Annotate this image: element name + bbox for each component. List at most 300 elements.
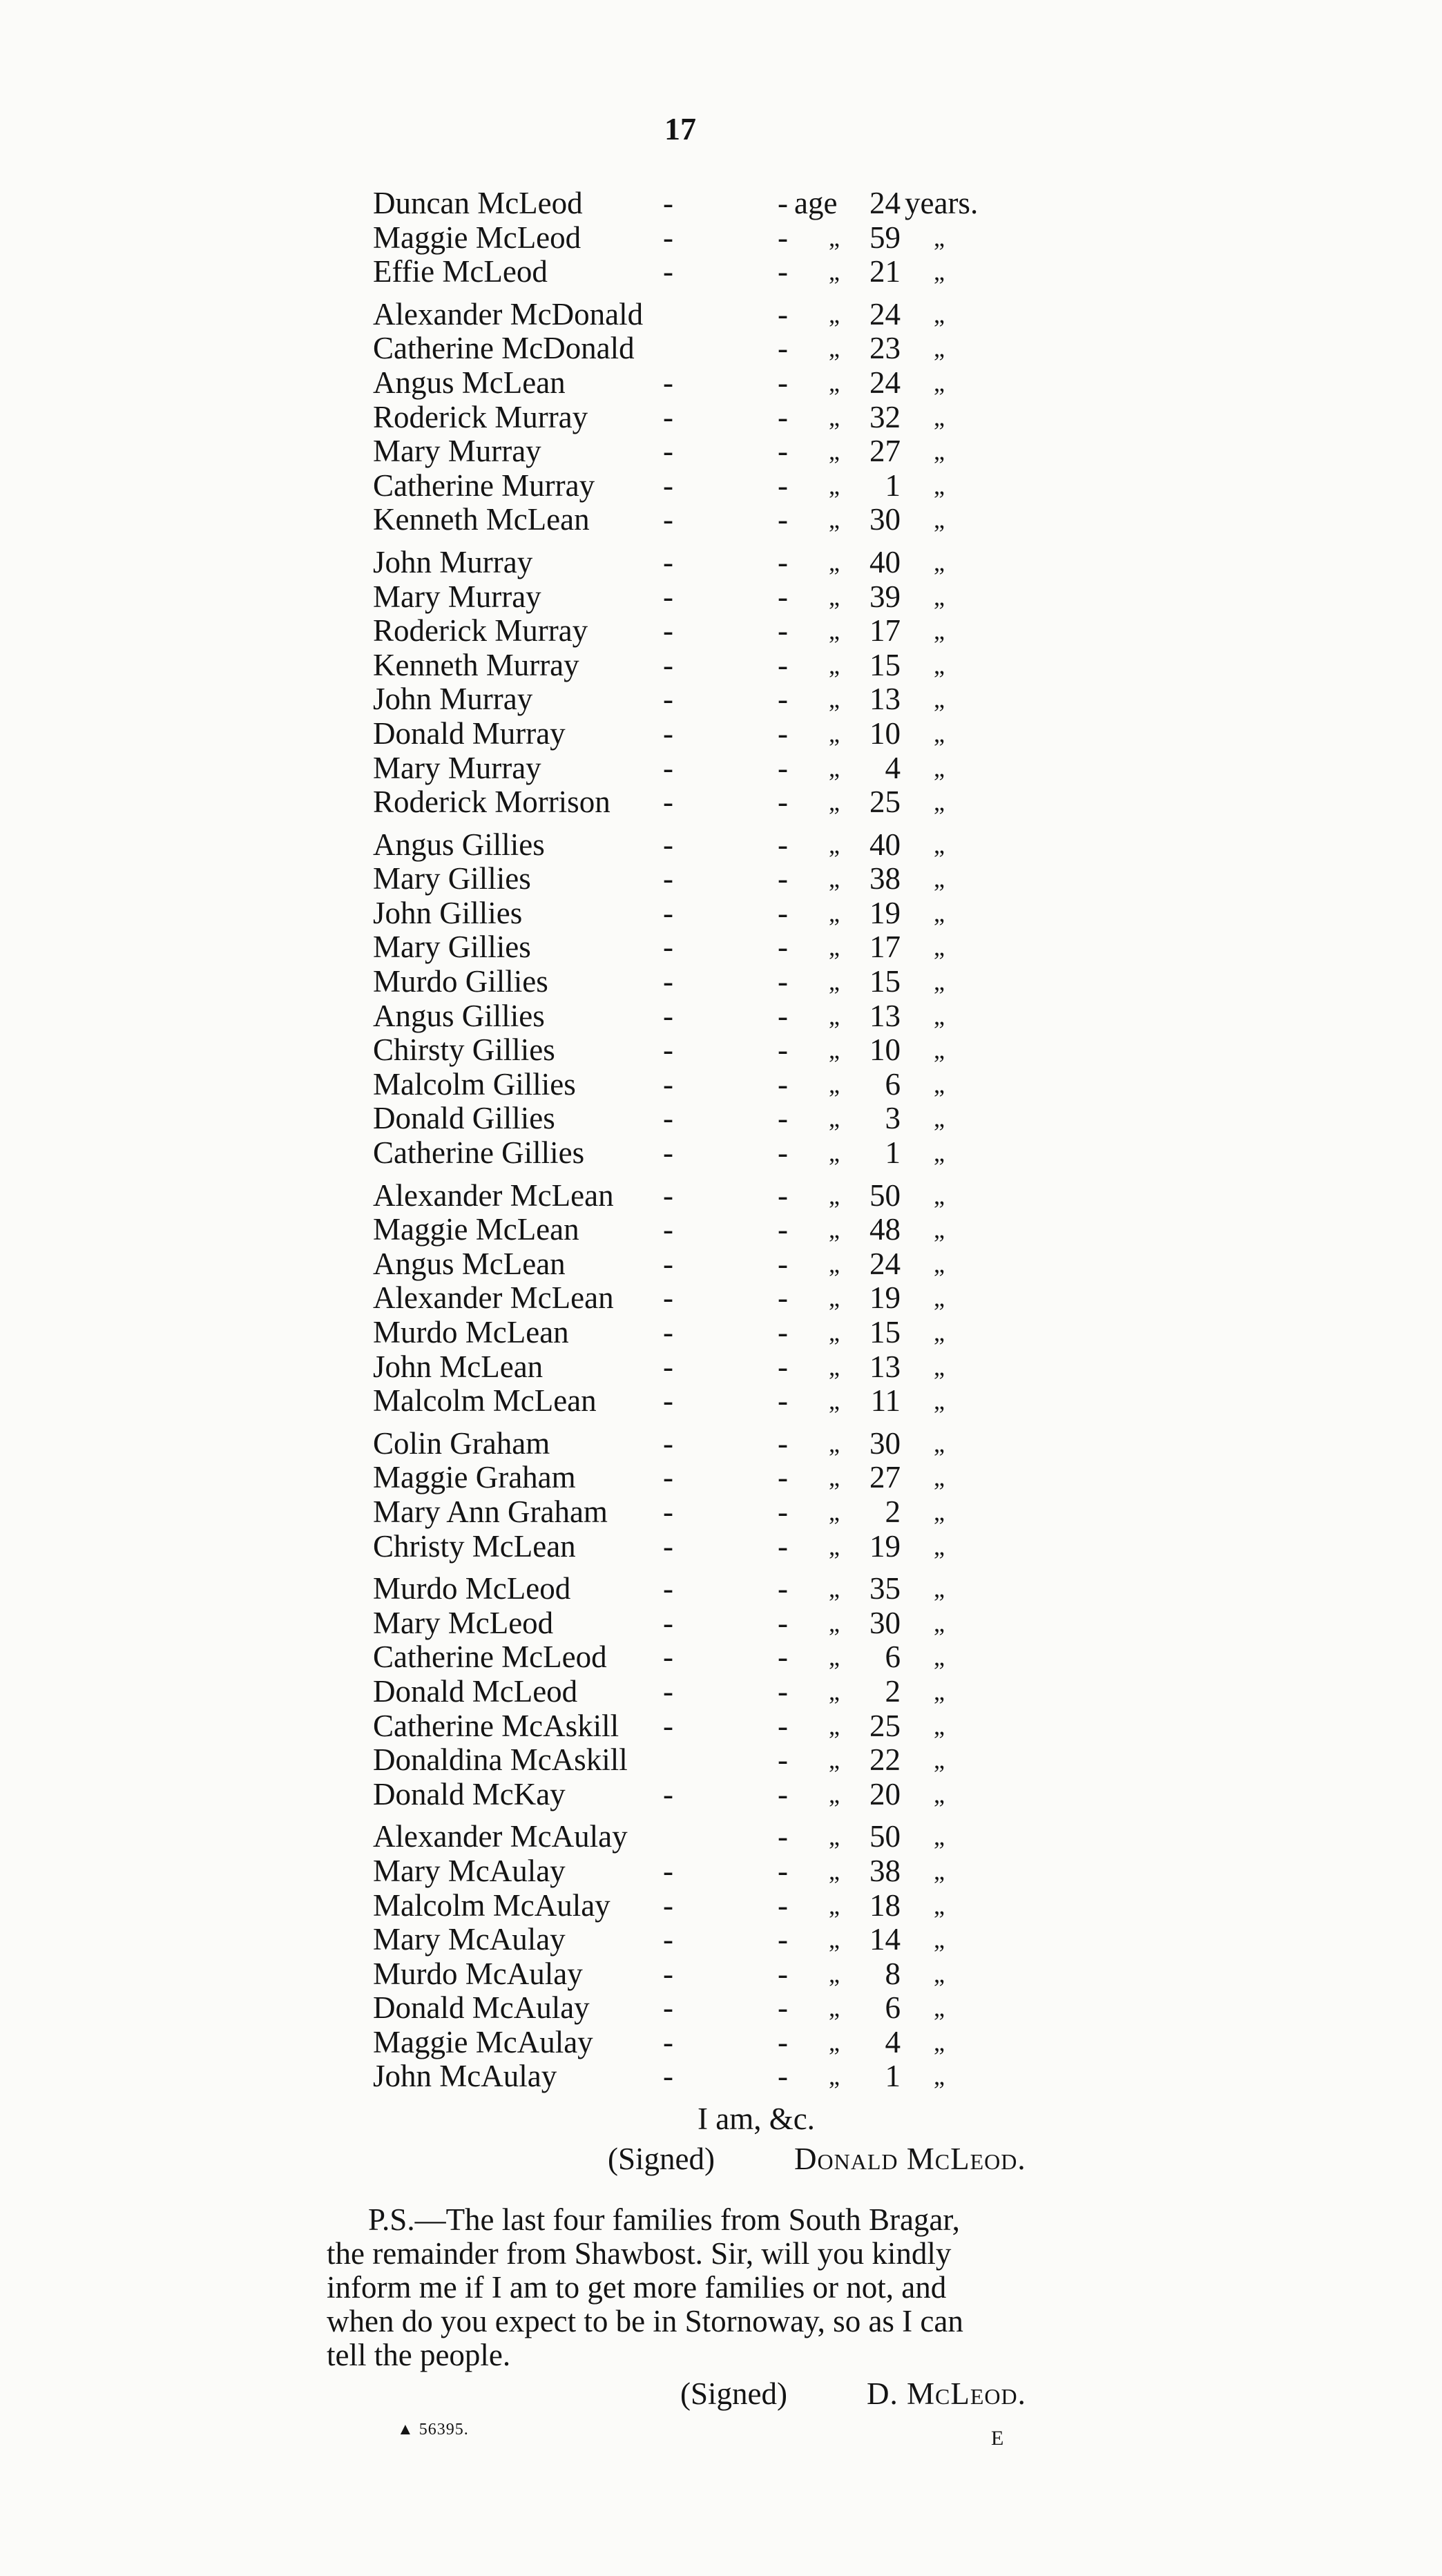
- leader-dash: -: [778, 399, 788, 434]
- leader-dash: -: [663, 1101, 673, 1136]
- roster-row: [373, 1991, 1070, 2026]
- leader-dash: -: [663, 1280, 673, 1316]
- leader-dash: -: [663, 502, 673, 537]
- roster-row: [373, 1854, 1070, 1889]
- person-name: Catherine McLeod: [373, 1640, 607, 1675]
- person-name: Mary Ann Graham: [373, 1494, 608, 1529]
- leader-dash: -: [663, 1640, 673, 1675]
- age-value: 23: [869, 331, 901, 366]
- age-unit: „: [934, 788, 945, 816]
- leader-dash: -: [663, 1922, 673, 1957]
- age-value: 17: [869, 613, 901, 648]
- roster-row: [373, 682, 1070, 717]
- roster-row: [373, 1640, 1070, 1675]
- leader-dash: -: [778, 827, 788, 862]
- leader-dash: -: [778, 861, 788, 896]
- age-value: 11: [870, 1383, 901, 1419]
- age-value: 13: [869, 1349, 901, 1384]
- age-value: 27: [869, 1460, 901, 1495]
- leader-dash: -: [778, 1673, 788, 1709]
- person-name: Roderick Murray: [373, 613, 588, 648]
- roster-row: [373, 1820, 1070, 1854]
- age-unit: „: [934, 1891, 945, 1919]
- person-name: Mary Gillies: [373, 861, 531, 896]
- ditto-mark: „: [829, 1677, 840, 1705]
- leader-dash: -: [663, 186, 673, 220]
- ditto-mark: „: [829, 1463, 840, 1492]
- age-value: 14: [869, 1922, 901, 1957]
- roster-row: [373, 862, 1070, 896]
- roster-row: [373, 1778, 1070, 1812]
- roster-row: [373, 1957, 1070, 1992]
- person-name: Donald Gillies: [373, 1101, 555, 1136]
- roster-row: [373, 930, 1070, 965]
- ditto-mark: „: [829, 1318, 840, 1346]
- leader-dash: -: [778, 1460, 788, 1495]
- age-unit: „: [934, 1429, 945, 1457]
- ditto-mark: „: [829, 1925, 840, 1954]
- leader-dash: -: [778, 502, 788, 537]
- person-name: Donald McAulay: [373, 1990, 590, 2026]
- leader-dash: -: [778, 1135, 788, 1171]
- roster-row: [373, 580, 1070, 615]
- roster-row: [373, 999, 1070, 1034]
- age-unit: „: [934, 1215, 945, 1244]
- person-name: John McLean: [373, 1349, 544, 1384]
- age-value: 24: [869, 186, 901, 220]
- age-value: 27: [869, 434, 901, 469]
- person-name: Malcolm McLean: [373, 1383, 597, 1419]
- age-value: 2: [885, 1673, 901, 1709]
- postscript-line: inform me if I am to get more families or not, and: [327, 2270, 947, 2305]
- age-value: 15: [869, 647, 901, 682]
- leader-dash: -: [778, 647, 788, 682]
- person-name: Duncan McLeod: [373, 186, 583, 220]
- leader-dash: -: [663, 750, 673, 785]
- age-value: 40: [869, 827, 901, 862]
- roster-row: [373, 469, 1070, 503]
- age-value: 20: [869, 1776, 901, 1811]
- age-unit: „: [934, 1780, 945, 1808]
- person-name: Effie McLeod: [373, 254, 548, 289]
- leader-dash: -: [663, 1853, 673, 1888]
- ditto-mark: „: [829, 582, 840, 611]
- person-name: Kenneth Murray: [373, 647, 579, 682]
- age-unit: „: [934, 258, 945, 286]
- ditto-mark: „: [829, 1643, 840, 1671]
- leader-dash: -: [778, 1742, 788, 1778]
- roster-row: [373, 1530, 1070, 1564]
- leader-dash: -: [663, 1135, 673, 1171]
- age-unit: „: [934, 1959, 945, 1988]
- person-name: Roderick Morrison: [373, 785, 611, 820]
- leader-dash: -: [663, 1066, 673, 1102]
- leader-dash: -: [778, 2024, 788, 2059]
- leader-dash: -: [778, 1887, 788, 1923]
- leader-dash: -: [663, 1349, 673, 1384]
- leader-dash: -: [663, 785, 673, 820]
- age-unit: „: [934, 1677, 945, 1705]
- leader-dash: -: [778, 750, 788, 785]
- signed-label: (Signed): [608, 2142, 715, 2176]
- age-unit: „: [934, 1463, 945, 1492]
- roster-row: [373, 1213, 1070, 1247]
- age-unit: „: [934, 1001, 945, 1030]
- age-unit: „: [934, 582, 945, 611]
- leader-dash: -: [778, 434, 788, 469]
- leader-dash: -: [778, 365, 788, 400]
- leader-dash: -: [663, 399, 673, 434]
- leader-dash: -: [778, 1383, 788, 1419]
- person-name: Mary McLeod: [373, 1605, 554, 1640]
- ditto-mark: „: [829, 788, 840, 816]
- leader-dash: -: [663, 1246, 673, 1281]
- person-name: Mary Murray: [373, 750, 541, 785]
- age-value: 24: [869, 365, 901, 400]
- age-unit: „: [934, 830, 945, 858]
- person-name: Angus McLean: [373, 365, 566, 400]
- leader-dash: -: [778, 1708, 788, 1743]
- roster-row: [373, 1068, 1070, 1102]
- leader-dash: -: [778, 715, 788, 751]
- person-name: John Murray: [373, 544, 533, 579]
- roster-row: [373, 648, 1070, 683]
- ditto-mark: „: [829, 1497, 840, 1526]
- roster-row: [373, 2026, 1070, 2060]
- leader-dash: -: [778, 1571, 788, 1606]
- person-name: Donald McKay: [373, 1776, 566, 1811]
- postscript-line: when do you expect to be in Stornoway, so as I can: [327, 2304, 963, 2338]
- person-name: Catherine McAskill: [373, 1708, 619, 1743]
- leader-dash: -: [663, 1887, 673, 1923]
- roster-row: [373, 828, 1070, 863]
- age-unit: „: [934, 1711, 945, 1740]
- age-unit: „: [934, 1575, 945, 1603]
- leader-dash: -: [778, 1032, 788, 1068]
- roster-row: [373, 331, 1070, 366]
- age-unit: „: [934, 651, 945, 679]
- age-value: 48: [869, 1212, 901, 1247]
- ditto-mark: „: [829, 685, 840, 713]
- leader-dash: -: [663, 861, 673, 896]
- age-value: 50: [869, 1178, 901, 1213]
- ditto-mark: „: [829, 300, 840, 328]
- leader-dash: -: [778, 186, 788, 220]
- age-unit: „: [934, 617, 945, 645]
- age-unit: „: [934, 1318, 945, 1346]
- leader-dash: -: [663, 2059, 673, 2094]
- age-value: 22: [869, 1742, 901, 1778]
- leader-dash: -: [663, 827, 673, 862]
- age-value: 15: [869, 1315, 901, 1349]
- leader-dash: -: [663, 1383, 673, 1419]
- roster-row: [373, 434, 1070, 469]
- ditto-mark: „: [829, 437, 840, 465]
- leader-dash: -: [663, 544, 673, 579]
- age-unit: „: [934, 1036, 945, 1064]
- roster-row: [373, 965, 1070, 999]
- age-value: 39: [869, 579, 901, 614]
- person-name: John Murray: [373, 682, 533, 717]
- roster-row: [373, 1384, 1070, 1419]
- leader-dash: -: [663, 895, 673, 930]
- age-unit: „: [934, 2028, 945, 2056]
- person-name: Chirsty Gillies: [373, 1032, 555, 1068]
- age-value: 50: [869, 1819, 901, 1854]
- age-value: 19: [869, 1280, 901, 1316]
- roster-row: [373, 221, 1070, 256]
- leader-dash: -: [778, 613, 788, 648]
- age-value: 10: [869, 715, 901, 751]
- age-unit: „: [934, 1139, 945, 1167]
- leader-dash: -: [778, 468, 788, 503]
- age-unit: „: [934, 437, 945, 465]
- leader-dash: -: [663, 468, 673, 503]
- leader-dash: -: [663, 2024, 673, 2059]
- person-name: Alexander McLean: [373, 1280, 614, 1316]
- age-value: 59: [869, 220, 901, 255]
- ditto-mark: „: [829, 1856, 840, 1885]
- roster-row: [373, 1461, 1070, 1495]
- roster-row: [373, 366, 1070, 401]
- person-name: Colin Graham: [373, 1425, 550, 1461]
- age-unit: „: [934, 1532, 945, 1560]
- ditto-mark: „: [829, 1139, 840, 1167]
- age-value: 2: [885, 1494, 901, 1529]
- postscript-line: tell the people.: [327, 2338, 511, 2372]
- ditto-mark: „: [829, 933, 840, 961]
- ditto-mark: „: [829, 1215, 840, 1244]
- age-unit: „: [934, 334, 945, 363]
- age-unit: „: [934, 898, 945, 927]
- roster-row: [373, 896, 1070, 931]
- leader-dash: -: [663, 1460, 673, 1495]
- age-unit: „: [934, 1387, 945, 1415]
- leader-dash: -: [778, 1425, 788, 1461]
- age-value: 32: [869, 399, 901, 434]
- age-value: 18: [869, 1887, 901, 1923]
- age-unit: „: [934, 933, 945, 961]
- age-value: 35: [869, 1571, 901, 1606]
- leader-dash: -: [663, 613, 673, 648]
- age-value: 30: [869, 1425, 901, 1461]
- ditto-mark: „: [829, 1780, 840, 1808]
- leader-dash: -: [663, 715, 673, 751]
- roster-row: [373, 1179, 1070, 1213]
- age-value: 24: [869, 296, 901, 331]
- ditto-mark: „: [829, 1429, 840, 1457]
- roster-row: [373, 1923, 1070, 1957]
- roster-row: [373, 1102, 1070, 1136]
- person-name: Catherine Gillies: [373, 1135, 585, 1171]
- person-name: Maggie McLeod: [373, 220, 581, 255]
- leader-dash: -: [778, 1349, 788, 1384]
- person-name: Roderick Murray: [373, 399, 588, 434]
- person-name: Christy McLean: [373, 1528, 576, 1564]
- ditto-mark: „: [829, 1284, 840, 1312]
- leader-dash: -: [663, 1032, 673, 1068]
- leader-dash: -: [778, 296, 788, 331]
- ditto-mark: „: [829, 968, 840, 996]
- age-value: 6: [885, 1066, 901, 1102]
- age-unit: „: [934, 403, 945, 431]
- age-unit: „: [934, 1352, 945, 1381]
- age-unit: „: [934, 1994, 945, 2022]
- roster-row: [373, 1316, 1070, 1350]
- leader-dash: -: [663, 1494, 673, 1529]
- roster-row: [373, 255, 1070, 289]
- person-name: Alexander McLean: [373, 1178, 614, 1213]
- person-name: Kenneth McLean: [373, 502, 590, 537]
- leader-dash: -: [778, 1315, 788, 1349]
- leader-dash: -: [663, 1956, 673, 1991]
- person-name: Maggie Graham: [373, 1460, 576, 1495]
- leader-dash: -: [778, 1990, 788, 2026]
- person-name: Malcolm McAulay: [373, 1887, 611, 1923]
- ditto-mark: „: [829, 403, 840, 431]
- leader-dash: -: [778, 1528, 788, 1564]
- age-unit: „: [934, 1746, 945, 1774]
- leader-dash: -: [778, 895, 788, 930]
- ditto-mark: „: [829, 1608, 840, 1637]
- leader-dash: -: [778, 1066, 788, 1102]
- age-unit: „: [934, 1643, 945, 1671]
- ditto-mark: „: [829, 368, 840, 396]
- age-value: 6: [885, 1990, 901, 2026]
- ditto-mark: „: [829, 334, 840, 363]
- age-unit: years.: [905, 186, 979, 220]
- leader-dash: -: [663, 1708, 673, 1743]
- ditto-mark: „: [829, 1181, 840, 1209]
- age-value: 1: [885, 468, 901, 503]
- person-name: Angus Gillies: [373, 998, 545, 1033]
- roster-row: [373, 186, 1070, 221]
- person-name: Malcolm Gillies: [373, 1066, 576, 1102]
- leader-dash: -: [778, 1101, 788, 1136]
- ditto-mark: „: [829, 506, 840, 534]
- ditto-mark: „: [829, 1891, 840, 1919]
- roster-row: [373, 1495, 1070, 1530]
- ditto-mark: „: [829, 1959, 840, 1988]
- roster-row: [373, 546, 1070, 580]
- age-value: 19: [869, 895, 901, 930]
- age-value: 38: [869, 861, 901, 896]
- age-unit: „: [934, 1497, 945, 1526]
- leader-dash: -: [663, 365, 673, 400]
- roster-row: [373, 1350, 1070, 1385]
- age-value: 19: [869, 1528, 901, 1564]
- leader-dash: -: [663, 1990, 673, 2026]
- leader-dash: -: [778, 1776, 788, 1811]
- leader-dash: -: [663, 1212, 673, 1247]
- age-unit: „: [934, 1856, 945, 1885]
- print-code: ▲ 56395.: [397, 2421, 469, 2439]
- ditto-mark: „: [829, 865, 840, 893]
- age-value: 3: [885, 1101, 901, 1136]
- ditto-mark: „: [829, 1249, 840, 1278]
- roster-row: [373, 401, 1070, 435]
- age-unit: „: [934, 1925, 945, 1954]
- age-unit: „: [934, 548, 945, 576]
- ditto-mark: „: [829, 898, 840, 927]
- age-unit: „: [934, 1823, 945, 1851]
- age-value: 1: [885, 1135, 901, 1171]
- age-unit: „: [934, 506, 945, 534]
- leader-dash: -: [778, 220, 788, 255]
- ditto-mark: „: [829, 471, 840, 499]
- age-value: 24: [869, 1246, 901, 1281]
- ditto-mark: „: [829, 1001, 840, 1030]
- ditto-mark: „: [829, 548, 840, 576]
- age-value: 25: [869, 785, 901, 820]
- roster-row: [373, 2059, 1070, 2094]
- leader-dash: -: [778, 1178, 788, 1213]
- person-name: Maggie McAulay: [373, 2024, 593, 2059]
- ditto-mark: „: [829, 753, 840, 782]
- leader-dash: -: [778, 1853, 788, 1888]
- person-name: Mary Murray: [373, 579, 541, 614]
- signed-label-ps: (Signed): [680, 2376, 787, 2411]
- signer-name-ps: D. McLeod.: [867, 2376, 1026, 2411]
- leader-dash: -: [663, 682, 673, 717]
- age-unit: „: [934, 1070, 945, 1098]
- age-unit: „: [934, 1181, 945, 1209]
- age-unit: „: [934, 471, 945, 499]
- leader-dash: -: [778, 254, 788, 289]
- age-value: 4: [885, 2024, 901, 2059]
- person-name: Catherine McDonald: [373, 331, 635, 366]
- roster-row: [373, 1572, 1070, 1606]
- person-name: Murdo Gillies: [373, 964, 548, 999]
- roster-row: [373, 1247, 1070, 1282]
- roster-row: [373, 1427, 1070, 1461]
- leader-dash: -: [778, 998, 788, 1033]
- ditto-mark: „: [829, 617, 840, 645]
- leader-dash: -: [778, 1494, 788, 1529]
- roster-row: [373, 751, 1070, 786]
- signature-mark: E: [991, 2427, 1004, 2450]
- age-value: 21: [869, 254, 901, 289]
- age-value: 15: [869, 964, 901, 999]
- age-unit: „: [934, 1104, 945, 1133]
- roster-row: [373, 503, 1070, 537]
- ditto-mark: „: [829, 1823, 840, 1851]
- age-unit: „: [934, 1608, 945, 1637]
- age-unit: „: [934, 719, 945, 747]
- age-value: 25: [869, 1708, 901, 1743]
- leader-dash: -: [778, 682, 788, 717]
- roster-row: [373, 1033, 1070, 1068]
- ditto-mark: „: [829, 719, 840, 747]
- age-unit: „: [934, 223, 945, 251]
- person-name: Angus Gillies: [373, 827, 545, 862]
- person-name: Murdo McLean: [373, 1315, 569, 1349]
- person-name: Donald McLeod: [373, 1673, 578, 1709]
- age-unit: „: [934, 865, 945, 893]
- roster-row: [373, 1136, 1070, 1171]
- leader-dash: -: [778, 2059, 788, 2094]
- person-name: Mary McAulay: [373, 1853, 566, 1888]
- roster-row: [373, 785, 1070, 820]
- ditto-mark: „: [829, 258, 840, 286]
- leader-dash: -: [778, 579, 788, 614]
- leader-dash: -: [778, 331, 788, 366]
- age-value: 10: [869, 1032, 901, 1068]
- ditto-mark: „: [829, 1070, 840, 1098]
- leader-dash: -: [663, 1571, 673, 1606]
- age-value: 40: [869, 544, 901, 579]
- ditto-mark: „: [829, 223, 840, 251]
